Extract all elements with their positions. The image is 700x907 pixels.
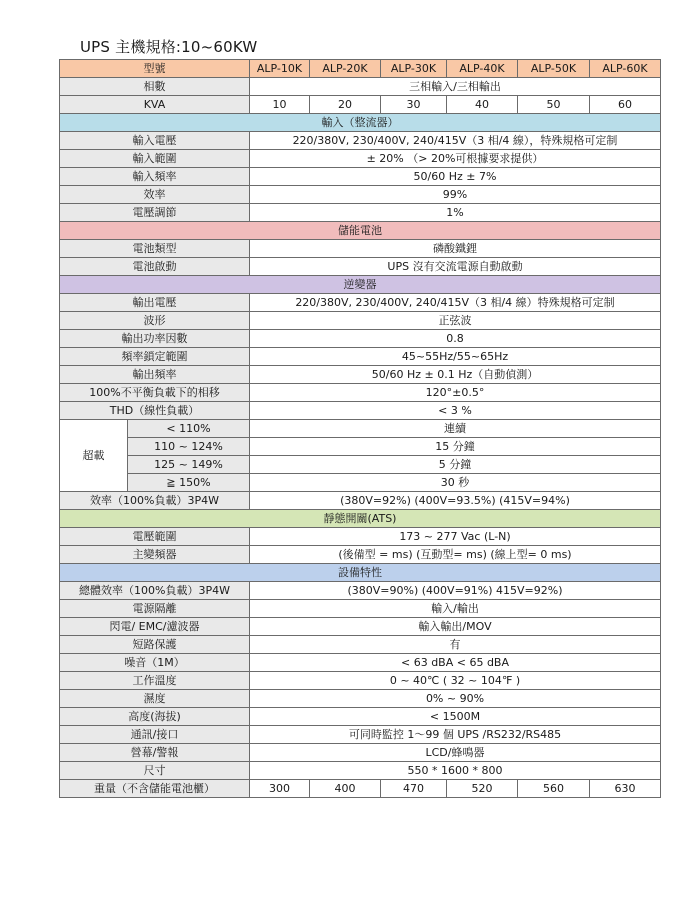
overload-value: 15 分鐘	[250, 438, 661, 456]
spec-row	[60, 708, 661, 726]
overload-row	[60, 438, 661, 456]
weight-row	[60, 780, 661, 798]
kva-cell: 50	[518, 96, 590, 114]
row-label: 輸入電壓	[60, 132, 250, 150]
row-value: 220/380V, 230/400V, 240/415V（3 相/4 線）特殊規格可定制	[250, 294, 661, 312]
model-cell: ALP-10K	[250, 60, 310, 78]
kva-cell: 30	[381, 96, 447, 114]
model-cell: ALP-30K	[381, 60, 447, 78]
model-cell: ALP-20K	[310, 60, 381, 78]
spec-row	[60, 330, 661, 348]
row-label: 相數	[60, 78, 250, 96]
weight-cell: 630	[590, 780, 661, 798]
spec-row	[60, 366, 661, 384]
overload-value: 30 秒	[250, 474, 661, 492]
row-value: 50/60 Hz ± 0.1 Hz（自動偵測）	[250, 366, 661, 384]
row-label: 輸入範圍	[60, 150, 250, 168]
row-label: 100%不平衡負載下的相移	[60, 384, 250, 402]
row-label: 營幕/警報	[60, 744, 250, 762]
section-input	[60, 114, 661, 132]
row-value: 45~55Hz/55~65Hz	[250, 348, 661, 366]
row-value: (後備型 = ms) (互動型= ms) (線上型= 0 ms)	[250, 546, 661, 564]
section-equipment	[60, 564, 661, 582]
row-value: 0.8	[250, 330, 661, 348]
row-value: 1%	[250, 204, 661, 222]
overload-value: 5 分鐘	[250, 456, 661, 474]
row-label: 短路保護	[60, 636, 250, 654]
row-label: 電源隔離	[60, 600, 250, 618]
overload-row	[60, 420, 661, 438]
row-value: ± 20% （> 20%可根據要求提供）	[250, 150, 661, 168]
spec-row	[60, 348, 661, 366]
row-value: 173 ~ 277 Vac (L-N)	[250, 528, 661, 546]
row-value: 輸入/輸出	[250, 600, 661, 618]
weight-cell: 520	[447, 780, 518, 798]
spec-table	[59, 59, 661, 798]
row-value: 99%	[250, 186, 661, 204]
row-value: 0% ~ 90%	[250, 690, 661, 708]
spec-row	[60, 528, 661, 546]
section-battery	[60, 222, 661, 240]
overload-row	[60, 456, 661, 474]
row-label: 高度(海拔)	[60, 708, 250, 726]
spec-row	[60, 294, 661, 312]
spec-row	[60, 546, 661, 564]
spec-row	[60, 582, 661, 600]
model-cell: ALP-60K	[590, 60, 661, 78]
weight-cell: 470	[381, 780, 447, 798]
spec-row	[60, 744, 661, 762]
kva-cell: 10	[250, 96, 310, 114]
row-value: 正弦波	[250, 312, 661, 330]
row-value: 50/60 Hz ± 7%	[250, 168, 661, 186]
spec-row	[60, 384, 661, 402]
spec-row	[60, 726, 661, 744]
spec-row	[60, 600, 661, 618]
spec-row	[60, 636, 661, 654]
row-label: 波形	[60, 312, 250, 330]
row-label: 電池類型	[60, 240, 250, 258]
spec-row	[60, 204, 661, 222]
section-inverter	[60, 276, 661, 294]
row-value: LCD/蜂鳴器	[250, 744, 661, 762]
row-label: 通訊/接口	[60, 726, 250, 744]
spec-row	[60, 690, 661, 708]
model-header-row	[60, 60, 661, 78]
page-title: UPS 主機規格:10~60KW	[80, 38, 258, 56]
row-label: 尺寸	[60, 762, 250, 780]
row-value: 550 * 1600 * 800	[250, 762, 661, 780]
overload-range: 125 ~ 149%	[128, 456, 250, 474]
row-label: KVA	[60, 96, 250, 114]
spec-row	[60, 168, 661, 186]
row-value: (380V=90%) (400V=91%) 415V=92%)	[250, 582, 661, 600]
section-title: 輸入（整流器）	[60, 114, 661, 132]
spec-row	[60, 312, 661, 330]
row-value: 有	[250, 636, 661, 654]
row-label: 濕度	[60, 690, 250, 708]
overload-value: 連續	[250, 420, 661, 438]
row-value: < 1500M	[250, 708, 661, 726]
row-label: THD（線性負載）	[60, 402, 250, 420]
row-label: 效率	[60, 186, 250, 204]
model-label: 型號	[60, 60, 250, 78]
row-label: 電壓範圍	[60, 528, 250, 546]
kva-row	[60, 96, 661, 114]
row-label: 效率（100%負載）3P4W	[60, 492, 250, 510]
section-title: 逆變器	[60, 276, 661, 294]
overload-range: < 110%	[128, 420, 250, 438]
section-title: 靜態開關(ATS)	[60, 510, 661, 528]
overload-range: 110 ~ 124%	[128, 438, 250, 456]
row-label: 輸出電壓	[60, 294, 250, 312]
spec-row	[60, 762, 661, 780]
spec-row	[60, 150, 661, 168]
row-value: UPS 沒有交流電源自動啟動	[250, 258, 661, 276]
overload-row	[60, 474, 661, 492]
spec-row	[60, 186, 661, 204]
overload-label: 超載	[60, 420, 128, 492]
row-label: 總體效率（100%負載）3P4W	[60, 582, 250, 600]
row-label: 電池啟動	[60, 258, 250, 276]
row-value: 磷酸鐵鋰	[250, 240, 661, 258]
row-label: 輸出功率因數	[60, 330, 250, 348]
weight-cell: 400	[310, 780, 381, 798]
row-label: 輸出頻率	[60, 366, 250, 384]
model-cell: ALP-40K	[447, 60, 518, 78]
overload-range: ≧ 150%	[128, 474, 250, 492]
weight-cell: 300	[250, 780, 310, 798]
spec-row	[60, 492, 661, 510]
kva-cell: 60	[590, 96, 661, 114]
row-value: 可同時監控 1～99 個 UPS /RS232/RS485	[250, 726, 661, 744]
row-value: 120°±0.5°	[250, 384, 661, 402]
spec-row	[60, 672, 661, 690]
section-title: 設備特性	[60, 564, 661, 582]
kva-cell: 20	[310, 96, 381, 114]
spec-row	[60, 258, 661, 276]
spec-row	[60, 240, 661, 258]
spec-row	[60, 132, 661, 150]
phase-row	[60, 78, 661, 96]
spec-row	[60, 654, 661, 672]
row-label: 閃電/ EMC/濾波器	[60, 618, 250, 636]
row-label: 噪音（1M）	[60, 654, 250, 672]
row-label: 工作溫度	[60, 672, 250, 690]
model-cell: ALP-50K	[518, 60, 590, 78]
row-label: 主變頻器	[60, 546, 250, 564]
kva-cell: 40	[447, 96, 518, 114]
row-label: 電壓調節	[60, 204, 250, 222]
row-value: 0 ~ 40℃ ( 32 ~ 104℉ )	[250, 672, 661, 690]
row-value: 輸入輸出/MOV	[250, 618, 661, 636]
weight-cell: 560	[518, 780, 590, 798]
row-value: < 3 %	[250, 402, 661, 420]
row-label: 輸入頻率	[60, 168, 250, 186]
section-title: 儲能電池	[60, 222, 661, 240]
spec-row	[60, 402, 661, 420]
section-ats	[60, 510, 661, 528]
row-value: 三相輸入/三相輸出	[250, 78, 661, 96]
row-value: 220/380V, 230/400V, 240/415V（3 相/4 線），特殊規格可定制	[250, 132, 661, 150]
spec-row	[60, 618, 661, 636]
row-value: < 63 dBA < 65 dBA	[250, 654, 661, 672]
row-label: 頻率鎖定範圍	[60, 348, 250, 366]
row-value: (380V=92%) (400V=93.5%) (415V=94%)	[250, 492, 661, 510]
row-label: 重量（不含儲能電池櫃）	[60, 780, 250, 798]
